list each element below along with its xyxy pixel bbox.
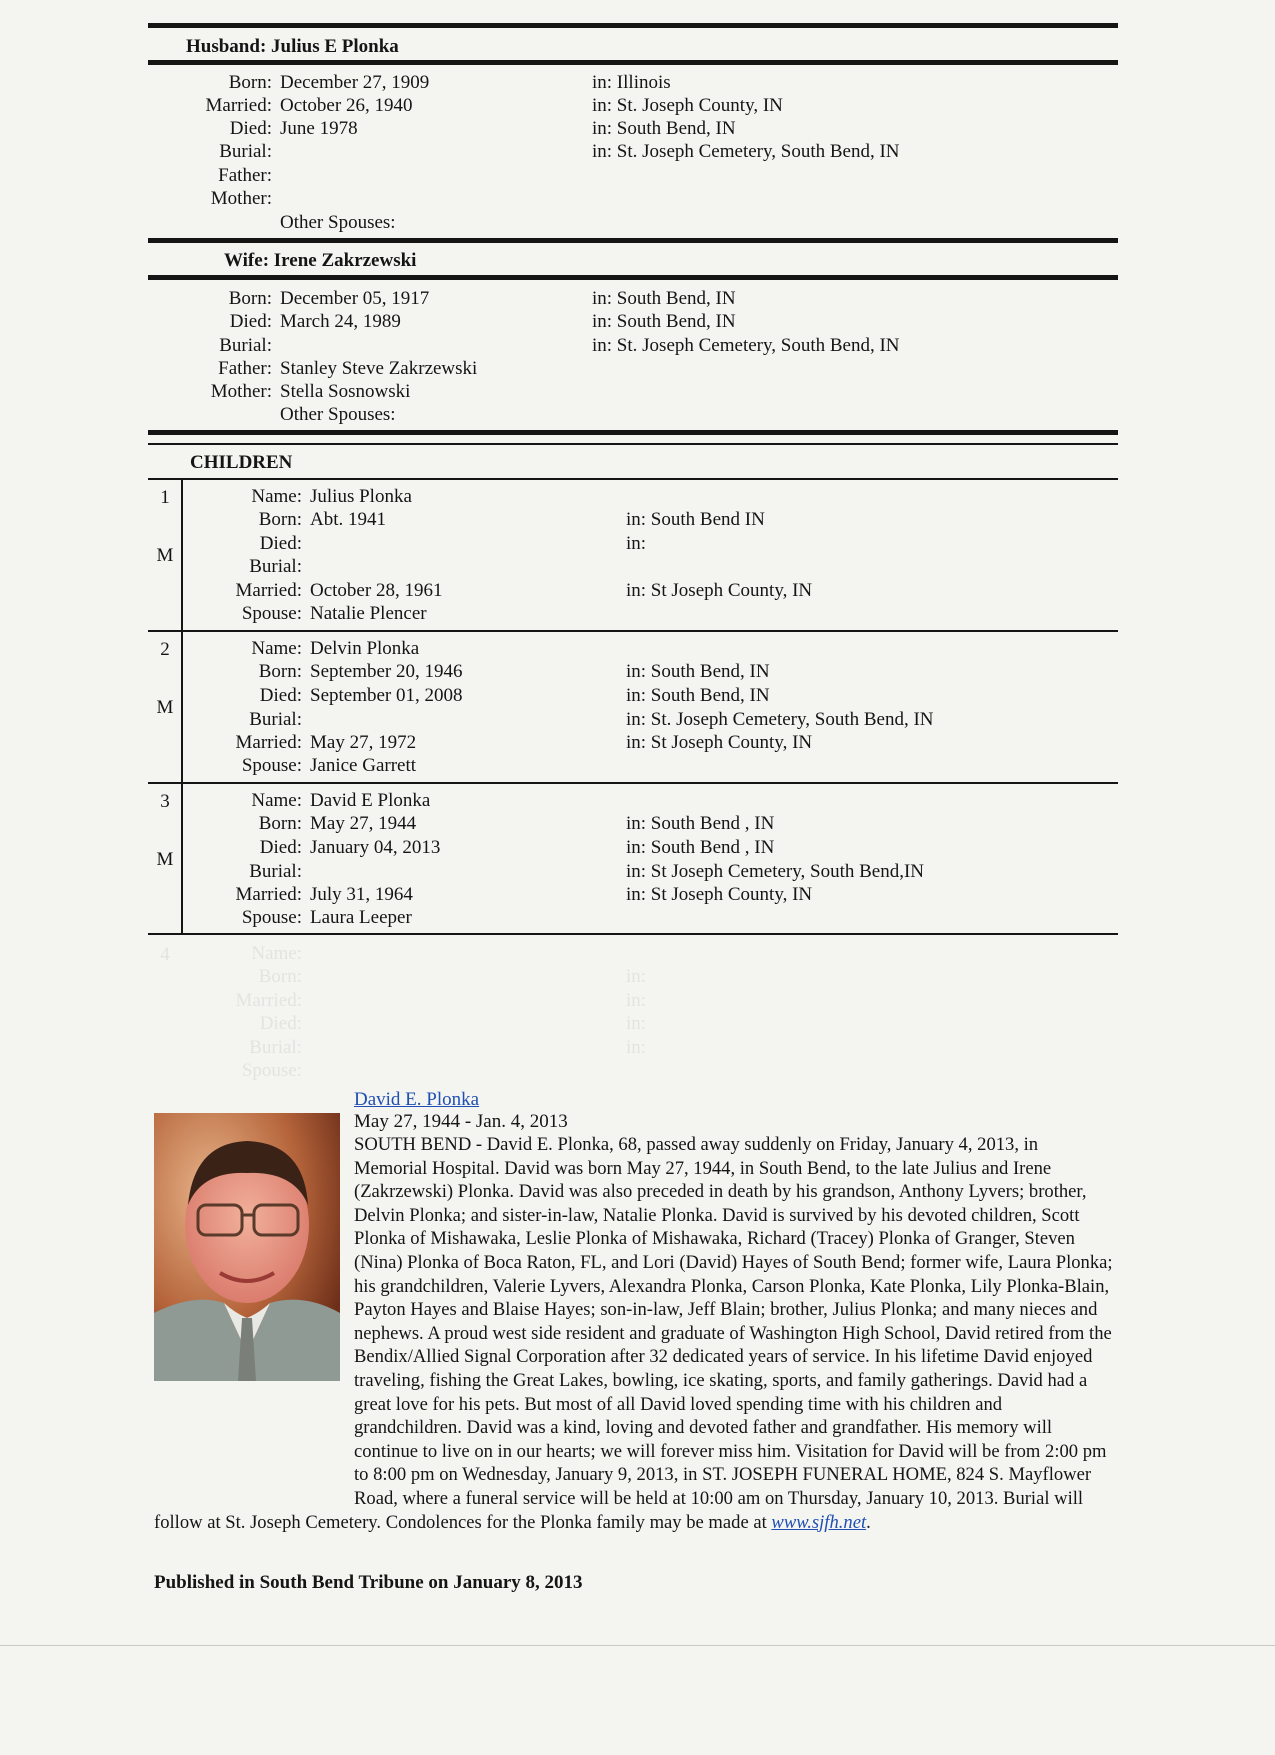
- child-3-married-label: Married:: [235, 884, 302, 905]
- wife-father-label: Father:: [218, 358, 272, 379]
- child-1-married-value: October 28, 1961: [310, 580, 443, 601]
- child-1-spouse-label: Spouse:: [241, 603, 302, 624]
- photo-wrap-spacer: [154, 1133, 354, 1493]
- obituary-link-suffix: .: [866, 1511, 871, 1533]
- husband-born-label: Born:: [228, 72, 272, 93]
- child-2-name-label: Name:: [251, 638, 302, 659]
- child-1-died-label: Died:: [259, 533, 302, 554]
- faded-burial-label: Burial:: [249, 1037, 302, 1058]
- top-rule: [148, 23, 1118, 28]
- child-1-rule: [148, 630, 1118, 632]
- faded-born-label: Born:: [258, 966, 302, 987]
- husband-father-label: Father:: [218, 165, 272, 186]
- husband-burial-label: Burial:: [219, 141, 272, 162]
- child-3-sex: M: [156, 849, 174, 870]
- obituary-dates: May 27, 1944 - Jan. 4, 2013: [354, 1111, 568, 1132]
- child-2-rule: [148, 782, 1118, 784]
- child-3-died-label: Died:: [259, 837, 302, 858]
- child-2-spouse-label: Spouse:: [241, 755, 302, 776]
- child-2-burial-place: in: St. Joseph Cemetery, South Bend, IN: [626, 709, 934, 730]
- child-4-number-faded: 4: [160, 944, 170, 965]
- child-2-spouse-value: Janice Garrett: [310, 755, 417, 776]
- child-2-married-place: in: St Joseph County, IN: [626, 732, 813, 753]
- child-1-born-value: Abt. 1941: [310, 509, 386, 530]
- husband-born-place: in: Illinois: [592, 72, 671, 93]
- husband-died-value: June 1978: [280, 118, 358, 139]
- child-3-born-value: May 27, 1944: [310, 813, 417, 834]
- child-1-sex: M: [156, 545, 174, 566]
- wife-born-value: December 05, 1917: [280, 288, 430, 309]
- wife-mother-label: Mother:: [210, 381, 272, 402]
- child-3-name-value: David E Plonka: [310, 790, 431, 811]
- child-2-burial-label: Burial:: [249, 709, 302, 730]
- child-3-rule: [148, 933, 1118, 935]
- husband-died-place: in: South Bend, IN: [592, 118, 736, 139]
- obituary-title-link[interactable]: David E. Plonka: [354, 1089, 480, 1110]
- child-3-burial-label: Burial:: [249, 861, 302, 882]
- wife-died-value: March 24, 1989: [280, 311, 401, 332]
- wife-burial-place: in: St. Joseph Cemetery, South Bend, IN: [592, 335, 900, 356]
- child-2-born-label: Born:: [258, 661, 302, 682]
- child-1-spouse-value: Natalie Plencer: [310, 603, 427, 624]
- wife-born-place: in: South Bend, IN: [592, 288, 736, 309]
- child-3-number: 3: [160, 791, 170, 812]
- faded-place-3: in:: [626, 1013, 647, 1034]
- wife-died-label: Died:: [229, 311, 272, 332]
- husband-married-label: Married:: [205, 95, 272, 116]
- child-1-name-value: Julius Plonka: [310, 486, 412, 507]
- child-2-married-value: May 27, 1972: [310, 732, 417, 753]
- faded-place-2: in:: [626, 990, 647, 1011]
- faded-married-label: Married:: [235, 990, 302, 1011]
- child-1-born-label: Born:: [258, 509, 302, 530]
- wife-mother-value: Stella Sosnowski: [280, 381, 411, 402]
- published-credit: Published in South Bend Tribune on January 8, 2013: [154, 1572, 583, 1593]
- children-heading: CHILDREN: [190, 452, 293, 473]
- child-3-married-value: July 31, 1964: [310, 884, 413, 905]
- husband-mother-label: Mother:: [210, 188, 272, 209]
- husband-married-value: October 26, 1940: [280, 95, 413, 116]
- child-3-born-place: in: South Bend , IN: [626, 813, 775, 834]
- husband-married-place: in: St. Joseph County, IN: [592, 95, 783, 116]
- wife-father-value: Stanley Steve Zakrzewski: [280, 358, 478, 379]
- children-header-rule: [148, 478, 1118, 480]
- child-2-died-value: September 01, 2008: [310, 685, 463, 706]
- child-2-died-label: Died:: [259, 685, 302, 706]
- wife-other-spouses: Other Spouses:: [280, 404, 396, 425]
- child-3-married-place: in: St Joseph County, IN: [626, 884, 813, 905]
- faded-place-1: in:: [626, 966, 647, 987]
- child-1-married-label: Married:: [235, 580, 302, 601]
- wife-died-place: in: South Bend, IN: [592, 311, 736, 332]
- child-3-burial-place: in: St Joseph Cemetery, South Bend,IN: [626, 861, 924, 882]
- page-bottom-edge-line: [0, 1645, 1275, 1646]
- children-top-rule: [148, 430, 1118, 435]
- husband-other-spouses: Other Spouses:: [280, 212, 396, 233]
- child-1-married-place: in: St Joseph County, IN: [626, 580, 813, 601]
- obituary-body: SOUTH BEND - David E. Plonka, 68, passed away suddenly on Friday, January 4, 2013, in Memorial Hospital. David was born May 27, 1944, in South Bend, to the late Julius and Irene (Zakrzewski) Plonka. David was also preceded in death by his grandson, Anthony Lyvers; brother, Delvin Plonka; and sister-in-law, Natalie Plonka. David is survived by his devoted children, Scott Plonka of Mishawaka, Leslie Plonka of Mishawaka, Richard (Tracey) Plonka of Granger, Steven (Nina) Plonka of Boca Raton, FL, and Lori (David) Hayes of South Bend; former wife, Laura Plonka; his grandchildren, Valerie Lyvers, Alexandra Plonka, Carson Plonka, Kate Plonka, Lily Plonka-Blain, Payton Hayes and Blaise Hayes; son-in-law, Jeff Blain; brother, Julius Plonka; and many nieces and nephews. A proud west side resident and graduate of Washington High School, David retired from the Bendix/Allied Signal Corporation after 32 dedicated years of service. In his lifetime David enjoyed traveling, fishing the Great Lakes, bowling, ice skating, sports, and family gatherings. David had a great love for his pets. But most of all David loved spending time with his children and grandchildren. David was a kind, loving and devoted father and grandfather. His memory will continue to live on in our hearts; we will forever miss him. Visitation for David will be from 2:00 pm to 8:00 pm on Wednesday, January 9, 2013, in ST. JOSEPH FUNERAL HOME, 824 S. Mayflower Road, where a funeral service will be held at 10:00 am on Thursday, January 10, 2013. Burial will follow at St. Joseph Cemetery. Condolences for the Plonka family may be made at: [154, 1134, 1113, 1533]
- wife-rule: [148, 275, 1118, 280]
- faded-spouse-label: Spouse:: [241, 1060, 302, 1081]
- child-2-married-label: Married:: [235, 732, 302, 753]
- wife-born-label: Born:: [228, 288, 272, 309]
- child-3-died-place: in: South Bend , IN: [626, 837, 775, 858]
- child-1-number: 1: [160, 487, 170, 508]
- husband-label: Husband:: [186, 36, 267, 57]
- child-1-born-place: in: South Bend IN: [626, 509, 765, 530]
- child-3-spouse-label: Spouse:: [241, 907, 302, 928]
- husband-name: Julius E Plonka: [271, 36, 399, 57]
- child-2-born-value: September 20, 1946: [310, 661, 463, 682]
- faded-place-4: in:: [626, 1037, 647, 1058]
- faded-died-label: Died:: [259, 1013, 302, 1034]
- child-2-name-value: Delvin Plonka: [310, 638, 420, 659]
- child-2-died-place: in: South Bend, IN: [626, 685, 770, 706]
- children-number-column-rule: [181, 478, 183, 934]
- child-3-name-label: Name:: [251, 790, 302, 811]
- wife-top-rule: [148, 238, 1118, 243]
- child-1-name-label: Name:: [251, 486, 302, 507]
- obituary-text-block: [154, 1133, 1114, 1534]
- obituary-website-link[interactable]: www.sjfh.net: [771, 1511, 867, 1533]
- child-2-sex: M: [156, 697, 174, 718]
- husband-died-label: Died:: [229, 118, 272, 139]
- wife-heading: [224, 250, 416, 272]
- child-3-died-value: January 04, 2013: [310, 837, 441, 858]
- wife-label: Wife:: [224, 250, 270, 271]
- child-2-number: 2: [160, 639, 170, 660]
- children-top-thin-rule: [148, 443, 1118, 445]
- child-2-born-place: in: South Bend, IN: [626, 661, 770, 682]
- child-3-born-label: Born:: [258, 813, 302, 834]
- wife-burial-label: Burial:: [219, 335, 272, 356]
- faded-name-label: Name:: [251, 943, 302, 964]
- child-1-burial-label: Burial:: [249, 556, 302, 577]
- child-3-spouse-value: Laura Leeper: [310, 907, 412, 928]
- husband-born-value: December 27, 1909: [280, 72, 430, 93]
- child-1-died-place: in:: [626, 533, 647, 554]
- husband-rule: [148, 60, 1118, 65]
- wife-name: Irene Zakrzewski: [273, 250, 417, 271]
- husband-burial-place: in: St. Joseph Cemetery, South Bend, IN: [592, 141, 900, 162]
- husband-heading: [186, 36, 399, 58]
